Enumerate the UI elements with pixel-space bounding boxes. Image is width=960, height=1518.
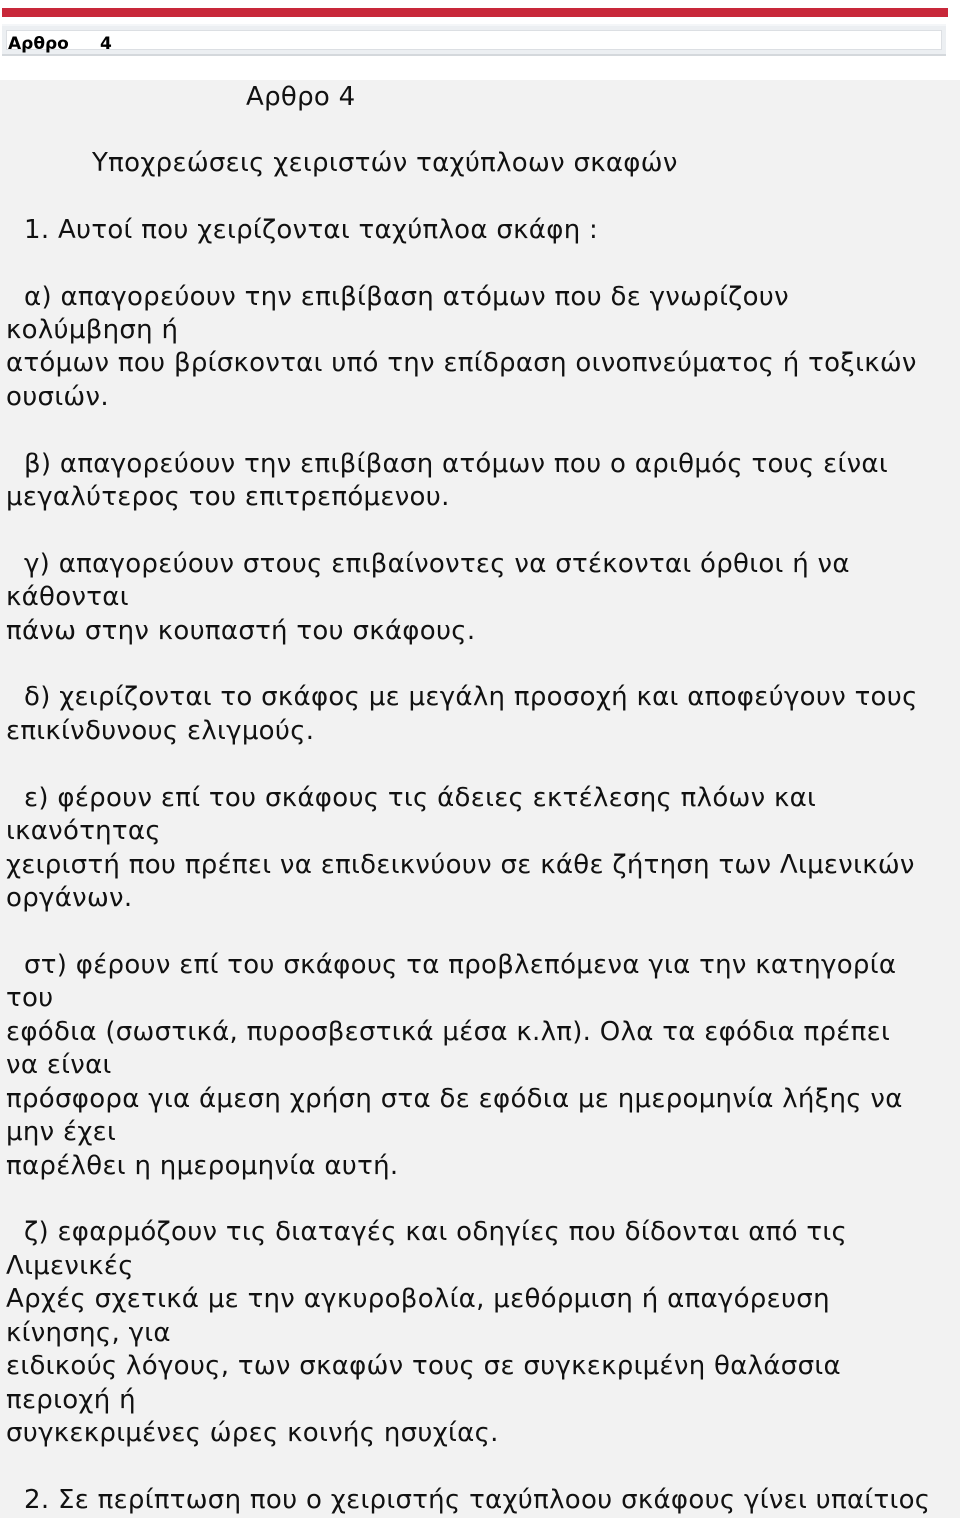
paragraph-line: 2. Σε περίπτωση που ο χειριστής ταχύπλοου σκάφους γίνει υπαίτιος [24, 1485, 931, 1515]
paragraph-line: ουσιών. [6, 382, 109, 412]
paragraph-line: Αρχές σχετικά με την αγκυροβολία, μεθόρμιση ή απαγόρευση [6, 1284, 830, 1314]
paragraph-line: κάθονται [6, 582, 129, 612]
paragraph-line: α) απαγορεύουν την επιβίβαση ατόμων που δε γνωρίζουν [24, 282, 789, 312]
paragraph-line: κίνησης, για [6, 1318, 171, 1348]
paragraph-line: ειδικούς λόγους, των σκαφών τους σε συγκεκριμένη θαλάσσια [6, 1351, 841, 1381]
paragraph-line: συγκεκριμένες ώρες κοινής ησυχίας. [6, 1418, 499, 1448]
paragraph-line: χειριστή που πρέπει να επιδεικνύουν σε κάθε ζήτηση των Λιμενικών [6, 850, 915, 880]
paragraph-line: ικανότητας [6, 816, 161, 846]
paragraph-line: ζ) εφαρμόζουν τις διαταγές και οδηγίες που δίδονται από τις [24, 1217, 848, 1247]
article-title: Υποχρεώσεις χειριστών ταχύπλοων σκαφών [92, 148, 678, 178]
document-body [0, 80, 960, 1518]
paragraph-line: κολύμβηση ή [6, 315, 179, 345]
paragraph-line: να είναι [6, 1050, 112, 1080]
article-label: Αρθρο [8, 34, 69, 54]
article-heading: Αρθρο 4 [246, 82, 356, 112]
paragraph-line: γ) απαγορεύουν στους επιβαίνοντες να στέκονται όρθιοι ή να [24, 549, 850, 579]
paragraph-line: του [6, 983, 54, 1013]
paragraph-line: ατόμων που βρίσκονται υπό την επίδραση οινοπνεύματος ή τοξικών [6, 348, 917, 378]
paragraph-line: περιοχή ή [6, 1385, 136, 1415]
paragraph-line: στ) φέρουν επί του σκάφους τα προβλεπόμενα για την κατηγορία [24, 950, 897, 980]
header-field [6, 30, 942, 50]
paragraph-line: επικίνδυνους ελιγμούς. [6, 716, 315, 746]
paragraph-line: δ) χειρίζονται το σκάφος με μεγάλη προσοχή και αποφεύγουν τους [24, 682, 918, 712]
paragraph-line: πάνω στην κουπαστή του σκάφους. [6, 616, 476, 646]
paragraph-line: πρόσφορα για άμεση χρήση στα δε εφόδια με ημερομηνία λήξης να [6, 1084, 903, 1114]
paragraph-line: Λιμενικές [6, 1251, 134, 1281]
article-number: 4 [100, 34, 112, 54]
article-header-bar [2, 24, 946, 56]
paragraph-line: β) απαγορεύουν την επιβίβαση ατόμων που ο αριθμός τους είναι [24, 449, 888, 479]
paragraph-line: μεγαλύτερος του επιτρεπόμενου. [6, 482, 450, 512]
paragraph-line: μην έχει [6, 1117, 117, 1147]
paragraph-line: παρέλθει η ημερομηνία αυτή. [6, 1151, 399, 1181]
paragraph-line: οργάνων. [6, 883, 133, 913]
paragraph-line: ε) φέρουν επί του σκάφους τις άδειες εκτέλεσης πλόων και [24, 783, 817, 813]
paragraph-line: 1. Αυτοί που χειρίζονται ταχύπλοα σκάφη : [24, 215, 599, 245]
paragraph-line: εφόδια (σωστικά, πυροσβεστικά μέσα κ.λπ). Ολα τα εφόδια πρέπει [6, 1017, 891, 1047]
top-accent-bar [2, 8, 948, 17]
